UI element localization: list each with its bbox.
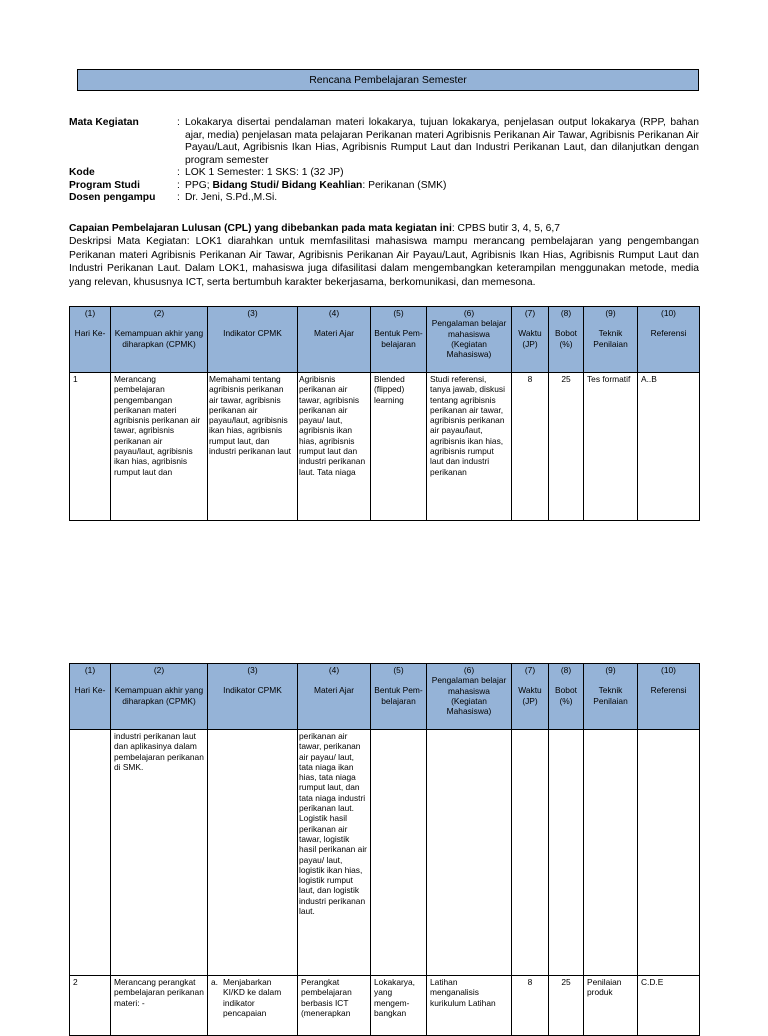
list-marker: a. (211, 977, 218, 987)
header-cell: (9) Teknik Penilaian (584, 307, 638, 373)
header-cell: (7) Waktu (JP) (512, 664, 549, 730)
cell-waktu (512, 730, 549, 976)
cell-bentuk: Lokakarya, yang mengem-bangkan (371, 976, 427, 1036)
table-row (70, 730, 700, 976)
header-cell: (4) Materi Ajar (298, 664, 371, 730)
cell-bentuk: Blended (flipped) learning (371, 373, 427, 521)
cell-pengalaman: Latihan menganalisis kurikulum Latihan (427, 976, 512, 1036)
mata-kegiatan-label: Mata Kegiatan (69, 117, 139, 128)
cell-teknik: Tes formatif (584, 373, 638, 521)
header-cell: (5) Bentuk Pem-belajaran (371, 307, 427, 373)
cell-referensi (638, 730, 700, 976)
header-cell: (6) Pengalaman belajar mahasiswa (Kegiatan Mahasiswa) (427, 664, 512, 730)
dosen-row (69, 192, 699, 205)
header-cell: (3) Indikator CPMK (208, 307, 298, 373)
table-row (70, 373, 700, 521)
colon: : (177, 167, 180, 178)
cell-hari: 1 (70, 373, 111, 521)
header-cell: (10) Referensi (638, 664, 700, 730)
colon: : (177, 179, 180, 191)
mata-kegiatan-row (69, 117, 699, 167)
header-cell: (1) Hari Ke- (70, 664, 111, 730)
header-cell: (7) Waktu (JP) (512, 307, 549, 373)
table-row (70, 976, 700, 1036)
header-cell: (4) Materi Ajar (298, 307, 371, 373)
prodi-part-a: PPG; (185, 179, 213, 191)
cell-referensi: A..B (638, 373, 700, 521)
cell-indikator (208, 730, 298, 976)
table-header-row (70, 307, 700, 373)
program-studi-value (185, 180, 699, 193)
course-info (69, 117, 699, 205)
mata-kegiatan-value: Lokakarya disertai pendalaman materi lokakarya, tujuan lokakarya, penjelasan output lokakarya (RPP, bahan ajar, media) penjelasan mata pelajaran Perikanan materi Agribisnis Perikanan Air Tawar, Agribisnis Perikanan Air Payau/Laut, Agribisnis Ikan Hias, Agribisnis Rumput Laut dan Industri Perikanan Laut, dan dilanjutkan dengan program semester (185, 117, 699, 166)
cell-materi: perikanan air tawar, perikanan air payau/ laut, tata niaga ikan hias, tata niaga rumput laut, dan tata niaga industri perikanan laut. Logistik hasil perikanan air tawar, logistik hasil perikanan air payau/ laut, logistik ikan hias, logistik rumput laut, dan logistik industri perikanan laut. (298, 730, 371, 976)
cell-bentuk (371, 730, 427, 976)
cpl-heading: Capaian Pembelajaran Lulusan (CPL) yang dibebankan pada mata kegiatan ini (69, 223, 452, 234)
header-cell: (10) Referensi (638, 307, 700, 373)
cell-bobot: 25 (549, 373, 584, 521)
dosen-label: Dosen pengampu (69, 192, 156, 203)
cpl-heading-line (69, 222, 699, 235)
cell-hari: 2 (70, 976, 111, 1036)
cell-materi: Agribisnis perikanan air tawar, agribisnis perikanan air payau/ laut, agribisnis ikan hias, agribisnis rumput laut dan industri perikanan laut. Tata niaga (298, 373, 371, 521)
kode-value: LOK 1 Semester: 1 SKS: 1 (32 JP) (185, 167, 344, 178)
program-studi-row (69, 180, 699, 193)
cell-bobot (549, 730, 584, 976)
prodi-part-b: : Perikanan (SMK) (362, 179, 447, 191)
header-cell: (8) Bobot (%) (549, 307, 584, 373)
colon: : (177, 117, 180, 128)
header-cell: (2) Kemampuan akhir yang diharapkan (CPMK) (111, 664, 208, 730)
indikator-text: Menjabarkan KI/KD ke dalam indikator pencapaian (223, 977, 282, 1018)
cell-referensi: C.D.E (638, 976, 700, 1036)
kode-row (69, 167, 699, 180)
cell-bobot: 25 (549, 976, 584, 1036)
cell-materi: Perangkat pembelajaran berbasis ICT (menerapkan (298, 976, 371, 1036)
cell-cpmk: industri perikanan laut dan aplikasinya dalam pembelajaran perikanan di SMK. (111, 730, 208, 976)
header-cell: (1) Hari Ke- (70, 307, 111, 373)
prodi-bidang: Bidang Studi/ Bidang Keahlian (212, 179, 363, 191)
colon: : (177, 192, 180, 203)
rps-table-1 (69, 306, 700, 521)
header-cell: (6) Pengalaman belajar mahasiswa (Kegiatan Mahasiswa) (427, 307, 512, 373)
cell-waktu: 8 (512, 976, 549, 1036)
kode-label: Kode (69, 167, 95, 178)
page-title: Rencana Pembelajaran Semester (77, 69, 699, 91)
cpl-heading-value: : CPBS butir 3, 4, 5, 6,7 (451, 223, 560, 234)
cell-pengalaman: Studi referensi, tanya jawab, diskusi tentang agribisnis perikanan air tawar, agribisnis perikanan air payau/laut, agribisnis ikan hias, agribisnis rumput laut dan industri perikanan (427, 373, 512, 521)
cell-indikator: Memahami tentang agribisnis perikanan air tawar, agribisnis perikanan air payau/laut, agribisnis ikan hias, agribisnis rumput laut, dan industri perikanan laut (208, 373, 298, 521)
cell-cpmk: Merancang perangkat pembelajaran perikanan materi: - (111, 976, 208, 1036)
header-cell: (8) Bobot (%) (549, 664, 584, 730)
cell-teknik (584, 730, 638, 976)
table-header-row (70, 664, 700, 730)
header-cell: (5) Bentuk Pem-belajaran (371, 664, 427, 730)
header-cell: (9) Teknik Penilaian (584, 664, 638, 730)
header-cell: (3) Indikator CPMK (208, 664, 298, 730)
cell-teknik: Penilaian produk (584, 976, 638, 1036)
deskripsi-mata-kegiatan: Deskripsi Mata Kegiatan: LOK1 diarahkan untuk memfasilitasi mahasiswa mampu merancang pembelajaran yang pengembangan Perikanan materi Agribisnis Perikanan Air Tawar, Agribisnis Perikanan Air Payau/Laut, Agribisnis Ikan Hias, Agribisnis Rumput Laut dan Industri Perikanan Laut. Dalam LOK1, mahasiswa juga difasilitasi dalam mengembangkan keterampilan menggunakan metode, media yang relevan, khususnya ICT, serta bertumbuh karakter bekerjasama, berkomunikasi, dan memesona. (69, 236, 699, 288)
cell-cpmk: Merancang pembelajaran pengembangan perikanan materi agribisnis perikanan air tawar, agribisnis perikanan air payau/laut, agribisnis ikan hias, agribisnis rumput laut dan (111, 373, 208, 521)
cell-indikator (208, 976, 298, 1036)
rps-table-2 (69, 663, 700, 1036)
header-cell: (2) Kemampuan akhir yang diharapkan (CPMK) (111, 307, 208, 373)
cell-waktu: 8 (512, 373, 549, 521)
dosen-value: Dr. Jeni, S.Pd.,M.Si. (185, 192, 278, 203)
cpl-section (69, 222, 699, 289)
cell-pengalaman (427, 730, 512, 976)
cell-hari (70, 730, 111, 976)
program-studi-label: Program Studi (69, 179, 140, 191)
